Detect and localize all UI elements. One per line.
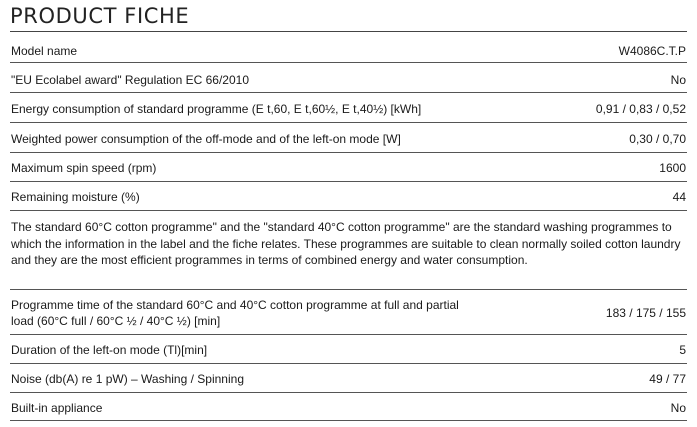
row-divider	[10, 334, 687, 335]
row-divider	[10, 420, 687, 421]
row-label: Built-in appliance	[11, 401, 103, 415]
row-value: No	[670, 401, 686, 415]
row-divider	[10, 363, 687, 364]
row-divider	[10, 92, 687, 93]
row-label: Programme time of the standard 60°C and 40°C cotton programme at full and partial	[11, 298, 459, 312]
title-divider	[10, 31, 687, 32]
row-divider	[10, 181, 687, 182]
table-row	[10, 298, 687, 330]
row-value: 49 / 77	[649, 372, 686, 386]
row-divider	[10, 210, 687, 211]
row-value: 0,30 / 0,70	[629, 132, 686, 146]
row-value: 44	[672, 190, 686, 204]
row-label-continued: load (60°C full / 60°C ½ / 40°C ½) [min]	[11, 314, 221, 328]
row-label: Remaining moisture (%)	[11, 190, 140, 204]
row-label: Duration of the left-on mode (Tl)[min]	[11, 343, 208, 357]
row-divider	[10, 62, 687, 63]
row-label: Energy consumption of standard programme (E t,60, E t,60½, E t,40½) [kWh]	[11, 102, 422, 116]
page-title: PRODUCT FICHE	[10, 4, 190, 28]
row-label: Noise (db(A) re 1 pW) – Washing / Spinning	[11, 372, 244, 386]
row-value: 0,91 / 0,83 / 0,52	[595, 102, 686, 116]
row-value: No	[670, 73, 686, 87]
row-value: 183 / 175 / 155	[605, 306, 686, 320]
row-label: Weighted power consumption of the off-mode and of the left-on mode [W]	[11, 132, 401, 146]
standard-programme-note: The standard 60°C cotton programme" and the "standard 40°C cotton programme" are the standard washing programmes to which the information in the label and the fiche relates. These programmes are suitable to clean normally soiled cotton laundry and they are the most efficient programmes in terms of combined energy and water consumption.	[11, 220, 681, 267]
row-label: "EU Ecolabel award" Regulation EC 66/2010	[11, 73, 249, 87]
row-divider	[10, 122, 687, 123]
row-value: 5	[679, 343, 686, 357]
row-divider	[10, 289, 687, 290]
row-value: 1600	[659, 161, 686, 175]
row-value: W4086C.T.P	[618, 44, 686, 58]
row-divider	[10, 392, 687, 393]
row-label: Maximum spin speed (rpm)	[11, 161, 157, 175]
row-label: Model name	[11, 44, 78, 58]
row-divider	[10, 152, 687, 153]
